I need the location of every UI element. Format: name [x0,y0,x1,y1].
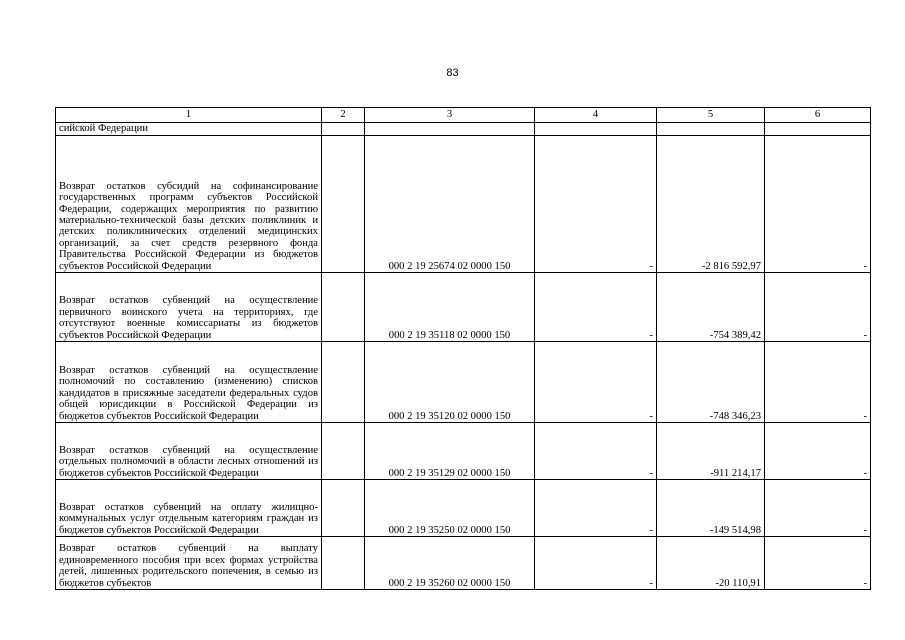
row-col4: - [535,480,657,537]
table-row [56,537,871,590]
row-col2 [322,273,365,342]
row-col2 [322,537,365,590]
row-code: 000 2 19 35129 02 0000 150 [365,423,535,480]
row-amount: -149 514,98 [657,480,765,537]
row-code: 000 2 19 35260 02 0000 150 [365,537,535,590]
row-amount: -20 110,91 [657,537,765,590]
cell-empty [765,123,871,136]
cell-empty [535,123,657,136]
row-name: Возврат остатков субсидий на софинансирование государственных программ субъектов Российской Федерации, содержащих мероприятия по развитию материально-технической базы детских поликлиник и детских поликлинических отделений медицинских организаций, за счет средств резервного фонда Правительства Российской Федерации из бюджетов субъектов Российской Федерации [56,136,322,273]
row-col4: - [535,423,657,480]
row-name: Возврат остатков субвенций на выплату единовременного пособия при всех формах устройства детей, лишенных родительского попечения, в семью из бюджетов субъектов [56,537,322,590]
column-header-4: 4 [535,108,657,123]
row-code: 000 2 19 35118 02 0000 150 [365,273,535,342]
table-row [56,423,871,480]
row-col2 [322,480,365,537]
row-name: Возврат остатков субвенций на оплату жилищно-коммунальных услуг отдельным категориям граждан из бюджетов субъектов Российской Федерации [56,480,322,537]
cell-empty [657,123,765,136]
row-col2 [322,136,365,273]
row-col6: - [765,342,871,423]
table-row [56,342,871,423]
row-col4: - [535,136,657,273]
cell-empty [365,123,535,136]
column-header-3: 3 [365,108,535,123]
row-code: 000 2 19 35250 02 0000 150 [365,480,535,537]
row-amount: -754 389,42 [657,273,765,342]
table-row [56,480,871,537]
table-row-continuation [56,123,871,136]
row-col6: - [765,273,871,342]
row-col4: - [535,537,657,590]
row-name: Возврат остатков субвенций на осуществление отдельных полномочий в области лесных отношений из бюджетов субъектов Российской Федерации [56,423,322,480]
row-col4: - [535,342,657,423]
row-col6: - [765,480,871,537]
row-col2 [322,342,365,423]
row-col6: - [765,423,871,480]
column-header-5: 5 [657,108,765,123]
continuation-text: сийской Федерации [56,123,322,136]
table-row [56,136,871,273]
row-name: Возврат остатков субвенций на осуществление полномочий по составлению (изменению) списков кандидатов в присяжные заседатели федеральных судов общей юрисдикции в Российской Федерации из бюджетов субъектов Российской Федерации [56,342,322,423]
table-header [56,108,871,123]
column-header-2: 2 [322,108,365,123]
row-code: 000 2 19 25674 02 0000 150 [365,136,535,273]
row-col4: - [535,273,657,342]
row-col6: - [765,537,871,590]
column-header-6: 6 [765,108,871,123]
column-header-1: 1 [56,108,322,123]
row-code: 000 2 19 35120 02 0000 150 [365,342,535,423]
row-name: Возврат остатков субвенций на осуществление первичного воинского учета на территориях, где отсутствуют военные комиссариаты из бюджетов субъектов Российской Федерации [56,273,322,342]
row-amount: -748 346,23 [657,342,765,423]
page-number: 83 [446,67,459,79]
cell-empty [322,123,365,136]
table-row [56,273,871,342]
row-amount: -2 816 592,97 [657,136,765,273]
budget-table [55,107,871,590]
row-col2 [322,423,365,480]
row-col6: - [765,136,871,273]
row-amount: -911 214,17 [657,423,765,480]
